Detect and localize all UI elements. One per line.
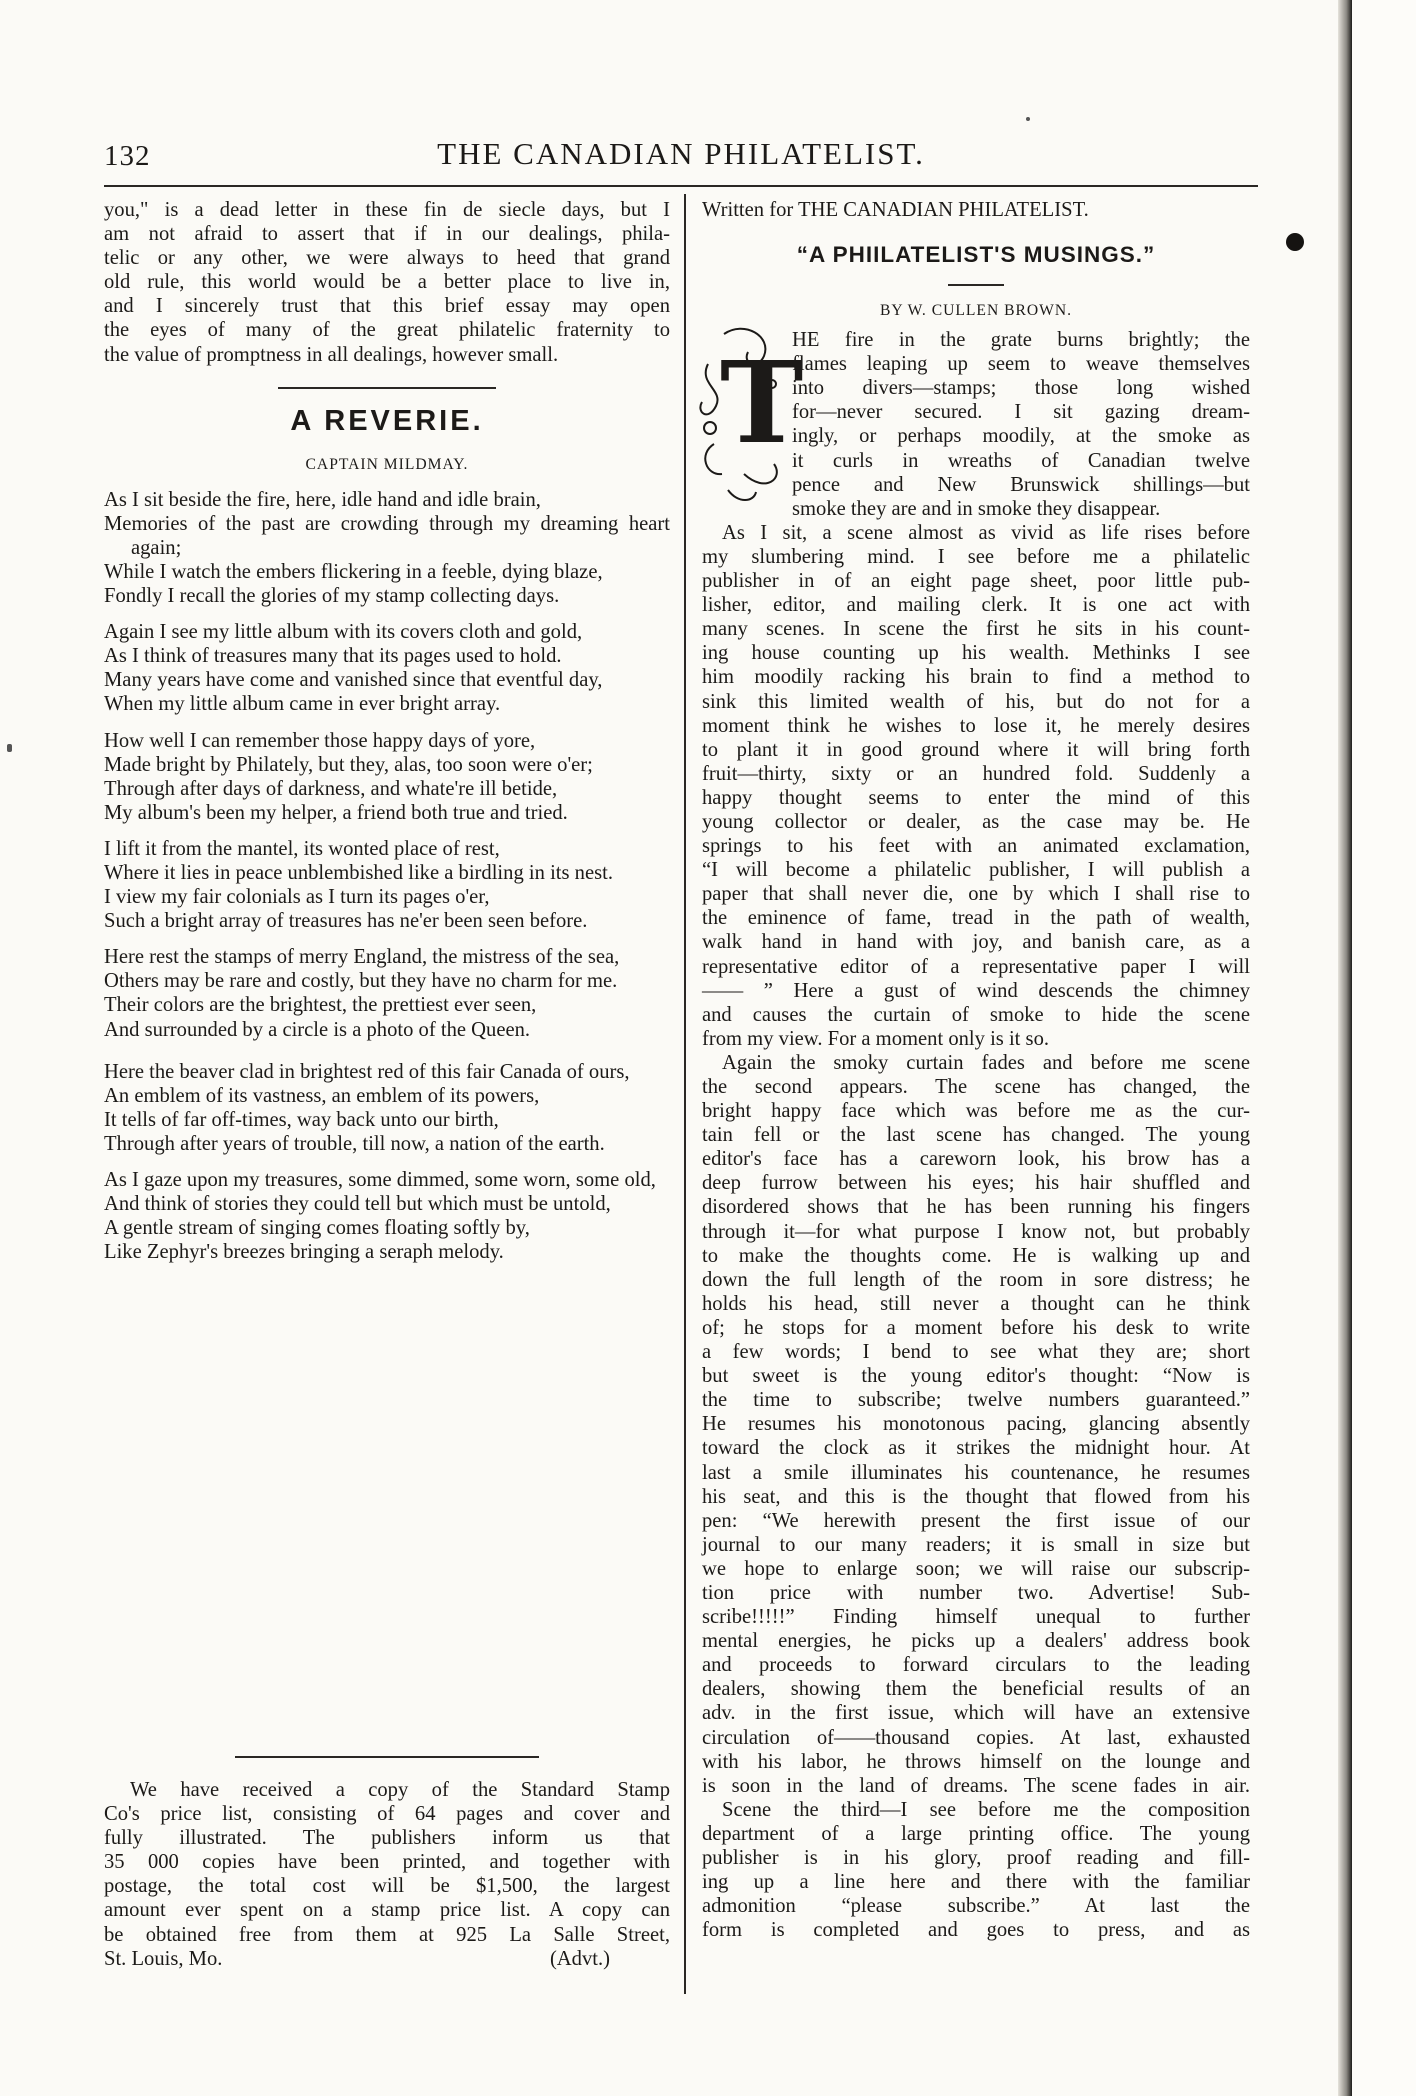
notice-last-line (104, 1947, 670, 1971)
poem-line: And think of stories they could tell but which must be untold, (104, 1193, 611, 1216)
article-line: young collector or dealer, as the case may be. He (702, 810, 1250, 833)
article-line: with his labor, he throws himself on the lounge and (702, 1750, 1250, 1773)
notice-line: 35 000 copies have been printed, and together with (104, 1851, 670, 1874)
article-line: admonition “please subscribe.” At last the (702, 1895, 1250, 1918)
poem-line: I lift it from the mantel, its wonted place of rest, (104, 837, 500, 860)
article-line: and proceeds to forward circulars to the leading (702, 1654, 1250, 1677)
essay-line: old rule, this world would be a better place to live in, (104, 271, 670, 294)
poem-stanza (104, 729, 670, 825)
article-line: pen: “We herewith present the first issue of our (702, 1509, 1250, 1532)
notice-rule (235, 1756, 539, 1758)
column-divider (684, 194, 686, 1994)
article-title: “A PHIILATELIST'S MUSINGS.” (796, 242, 1156, 268)
running-header (104, 136, 1258, 180)
page-number: 132 (104, 140, 151, 172)
notice-text (104, 1778, 670, 1947)
poem-stanza (104, 945, 670, 1041)
article-line: the second appears. The scene has changed, the (702, 1076, 1250, 1098)
poem-line: It tells of far off-times, way back unto our birth, (104, 1108, 499, 1131)
header-rule (104, 185, 1258, 187)
article-line: the eminence of fame, tread in the path of wealth, (702, 907, 1250, 930)
dropcap-line: into divers—stamps; those long wished (792, 377, 1250, 400)
article-line: “I will become a philatelic publisher, I will publish a (702, 859, 1250, 882)
article-line: many scenes. In scene the first he sits in his count- (702, 618, 1250, 641)
article-line: dealers, showing them the beneficial results of an (702, 1678, 1250, 1701)
running-title: THE CANADIAN PHILATELIST. (437, 136, 925, 171)
essay-line: the eyes of many of the great philatelic fraternity to (104, 319, 670, 342)
poem-line: As I sit beside the fire, here, idle hand and idle brain, (104, 488, 541, 511)
notice-line: fully illustrated. The publishers inform us that (104, 1827, 670, 1850)
dropcap-line: ingly, or perhaps moodily, at the smoke as (792, 425, 1250, 448)
poem-line: Many years have come and vanished since that eventful day, (104, 669, 603, 692)
essay-conclusion (104, 198, 670, 367)
notice-line: postage, the total cost will be $1,500, the largest (104, 1875, 670, 1898)
article-line: to plant it in good ground where it will bring forth (702, 738, 1250, 761)
poem-line: Made bright by Philately, but they, alas, too soon were o'er; (104, 753, 593, 776)
poem-stanza (104, 620, 670, 716)
article-line: holds his head, still never a thought can he think (702, 1292, 1250, 1315)
article-line: a few words; I bend to see what they are; short (702, 1341, 1250, 1364)
article-line: toward the clock as it strikes the midnight hour. At (702, 1437, 1250, 1460)
article-line: smoke they are and in smoke they disappear. (792, 497, 1161, 520)
article-line: sink this limited wealth of his, but do not for a (702, 690, 1250, 713)
article-line: last a smile illuminates his countenance, he resumes (702, 1461, 1250, 1484)
advt-label: (Advt.) (549, 1947, 610, 1970)
article-line: circulation of——thousand copies. At last, exhausted (702, 1726, 1250, 1749)
article-line: publisher in of an eight page sheet, poor little pub- (702, 570, 1250, 593)
article-line: is soon in the land of dreams. The scene fades in air. (702, 1774, 1250, 1797)
poem-stanza (104, 1168, 670, 1264)
article-line: springs to his feet with an animated exclamation, (702, 835, 1250, 858)
article-line: of; he stops for a moment before his desk to write (702, 1316, 1250, 1339)
article-line: mental energies, he picks up a dealers' address book (702, 1630, 1250, 1653)
notice-line: amount ever spent on a stamp price list. A copy can (104, 1899, 670, 1922)
poem-line: Again I see my little album with its covers cloth and gold, (104, 621, 583, 644)
article-line: lisher, editor, and mailing clerk. It is one act with (702, 594, 1250, 617)
margin-mark (7, 744, 12, 752)
notice-line: Co's price list, consisting of 64 pages and cover and (104, 1803, 670, 1826)
article-line: tion price with number two. Advertise! Sub- (702, 1581, 1250, 1604)
poem-author: CAPTAIN MILDMAY. (305, 455, 469, 473)
poem-stanza (104, 488, 670, 608)
article-line: As I sit, a scene almost as vivid as life rises before (722, 521, 1250, 544)
poem-stanza (104, 837, 670, 933)
article-opening (702, 328, 1250, 497)
price-list-notice (104, 1778, 670, 1971)
poem-stanza (104, 1060, 670, 1156)
poem-line: Here the beaver clad in brightest red of this fair Canada of ours, (104, 1060, 630, 1083)
next-page-edge (1352, 0, 1416, 2096)
poem-line: Through after days of darkness, and whate're ill betide, (104, 777, 558, 800)
article-line: down the full length of the room in sore distress; he (702, 1268, 1250, 1291)
essay-line: you," is a dead letter in these fin de siecle days, but I (104, 199, 670, 221)
article-line: his seat, and this is the thought that flowed from his (702, 1485, 1250, 1508)
article-line: form is completed and goes to press, and as (702, 1919, 1250, 1942)
notice-city: St. Louis, Mo. (104, 1947, 223, 1970)
dropcap-letter: T (720, 338, 804, 470)
article-line: to make the thoughts come. He is walking up and (702, 1244, 1250, 1267)
article-line: tain fell or the last scene has changed. The young (702, 1124, 1250, 1147)
poem-line: Memories of the past are crowding through my dreaming heart again; (104, 512, 670, 559)
dropcap-line: for—never secured. I sit gazing dream- (792, 401, 1250, 424)
ink-speck (1026, 117, 1030, 121)
article-line: and causes the curtain of smoke to hide the scene (702, 1003, 1250, 1026)
article-line: but sweet is the young editor's thought: “Now is (702, 1365, 1250, 1388)
poem-line: Their colors are the brightest, the prettiest ever seen, (104, 994, 537, 1017)
article-line: my slumbering mind. I see before me a philatelic (702, 545, 1250, 568)
essay-line: am not afraid to assert that if in our dealings, phila- (104, 223, 670, 246)
right-column (702, 198, 1250, 1942)
article-line: editor's face has a careworn look, his brow has a (702, 1148, 1250, 1171)
notice-line: We have received a copy of the Standard Stamp (130, 1779, 670, 1801)
article-line: fruit—thirty, sixty or an hundred fold. Suddenly a (702, 762, 1250, 785)
article-line: He resumes his monotonous pacing, glancing absently (702, 1413, 1250, 1436)
article-line: happy thought seems to enter the mind of this (702, 786, 1250, 809)
article-line: Scene the third—I see before me the composition (722, 1798, 1250, 1821)
article-line: paper that shall never die, one by which I shall rise to (702, 883, 1250, 906)
article-line: ing house counting up his wealth. Methinks I see (702, 642, 1250, 665)
poem-line: Here rest the stamps of merry England, the mistress of the sea, (104, 946, 620, 969)
article-line: from my view. For a moment only is it so. (702, 1027, 1050, 1050)
article-author: BY W. CULLEN BROWN. (879, 302, 1073, 320)
ornamental-dropcap-icon (694, 324, 804, 510)
written-for-credit: Written for THE CANADIAN PHILATELIST. (702, 199, 1089, 221)
article-line: disordered shows that he has been running his fingers (702, 1196, 1250, 1219)
dropcap-line: pence and New Brunswick shillings—but (792, 473, 1250, 496)
poem-line: As I think of treasures many that its pages used to hold. (104, 645, 562, 668)
poem-line: An emblem of its vastness, an emblem of its powers, (104, 1084, 540, 1107)
poem-line: Through after years of trouble, till now, a nation of the earth. (104, 1132, 605, 1155)
article-line: deep furrow between his eyes; his hair shuffled and (702, 1172, 1250, 1195)
article-line: representative editor of a representative paper I will (702, 955, 1250, 978)
poem-line: A gentle stream of singing comes floating softly by, (104, 1217, 530, 1240)
poem-line: While I watch the embers flickering in a feeble, dying blaze, (104, 560, 603, 583)
page-edge-shadow (1338, 0, 1352, 2096)
left-column (104, 198, 670, 1276)
article-line: ing up a line here and there with the familiar (702, 1871, 1250, 1894)
poem-line: Such a bright array of treasures has ne'er been seen before. (104, 910, 588, 933)
poem-title: A REVERIE. (290, 404, 484, 437)
poem-line: Like Zephyr's breezes bringing a seraph melody. (104, 1241, 504, 1264)
dropcap-line: HE fire in the grate burns brightly; the (792, 329, 1250, 352)
article-line: through it—for what purpose I know not, but probably (702, 1220, 1250, 1243)
article-body (702, 497, 1250, 1943)
poem-line: And surrounded by a circle is a photo of the Queen. (104, 1018, 531, 1041)
notice-line: be obtained free from them at 925 La Salle Street, (104, 1923, 670, 1946)
article-line: the time to subscribe; twelve numbers guaranteed.” (702, 1389, 1250, 1412)
essay-line: the value of promptness in all dealings, however small. (104, 343, 559, 366)
article-line: —— ” Here a gust of wind descends the chimney (702, 979, 1250, 1002)
poem-line: How well I can remember those happy days of yore, (104, 729, 536, 752)
article-line: adv. in the first issue, which will have an extensive (702, 1702, 1250, 1725)
article-line: journal to our many readers; it is small in size but (702, 1533, 1250, 1556)
poem-line: When my little album came in ever bright array. (104, 693, 501, 716)
poem-line: My album's been my helper, a friend both true and tried. (104, 801, 568, 824)
poem-line: Where it lies in peace unblembished like a birdling in its nest. (104, 861, 613, 884)
article-line: department of a large printing office. The young (702, 1822, 1250, 1845)
punch-hole-icon (1286, 233, 1304, 251)
article-line: him moodily racking his brain to find a method to (702, 666, 1250, 689)
poem-line: I view my fair colonials as I turn its pages o'er, (104, 886, 490, 909)
article-line: bright happy face which was before me as the cur- (702, 1100, 1250, 1123)
poem-line: Others may be rare and costly, but they have no charm for me. (104, 970, 618, 993)
poem-line: Fondly I recall the glories of my stamp collecting days. (104, 585, 560, 608)
essay-line: and I sincerely trust that this brief essay may open (104, 295, 670, 318)
poem-body (104, 488, 670, 1265)
article-line: walk hand in hand with joy, and banish care, as a (702, 931, 1250, 954)
dropcap-line: flames leaping up seem to weave themselves (792, 353, 1250, 376)
article-line: Again the smoky curtain fades and before me scene (722, 1051, 1250, 1074)
article-line: scribe!!!!!” Finding himself unequal to further (702, 1606, 1250, 1629)
article-line: moment think he wishes to lose it, he merely desires (702, 714, 1250, 737)
essay-line: telic or any other, we were always to heed that grand (104, 247, 670, 270)
poem-line: As I gaze upon my treasures, some dimmed, some worn, some old, (104, 1169, 656, 1191)
dropcap-line: it curls in wreaths of Canadian twelve (792, 449, 1250, 472)
article-line: publisher is in his glory, proof reading and fill- (702, 1847, 1250, 1869)
article-line: we hope to enlarge soon; we will raise our subscrip- (702, 1557, 1250, 1580)
